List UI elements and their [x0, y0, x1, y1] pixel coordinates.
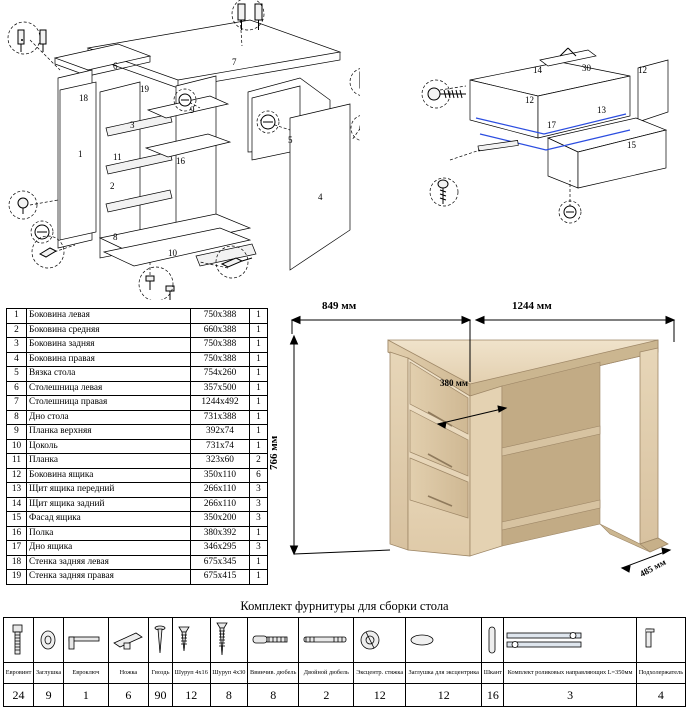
- callout-11: 11: [113, 152, 122, 162]
- part-size: 754x260: [191, 367, 250, 382]
- table-row: [7, 396, 268, 411]
- table-row: [7, 555, 268, 570]
- part-index: 15: [7, 512, 27, 527]
- dim-380: 380 мм: [440, 378, 469, 388]
- part-qty: 3: [250, 483, 268, 498]
- part-size: 323x60: [191, 454, 250, 469]
- screw-4x16-icon: [172, 618, 210, 663]
- part-name: Столешница левая: [27, 381, 191, 396]
- fitting-name: Евроключ: [64, 663, 109, 684]
- callout-7: 7: [232, 57, 237, 67]
- screw-4x30-icon: [210, 618, 248, 663]
- part-qty: 3: [250, 497, 268, 512]
- fittings-table: [3, 617, 686, 707]
- part-size: 266x110: [191, 483, 250, 498]
- part-name: Планка: [27, 454, 191, 469]
- drawer-slide-icon: [504, 618, 637, 663]
- leg-icon: [108, 618, 148, 663]
- part-index: 14: [7, 497, 27, 512]
- fitting-name: Подхолержатель: [636, 663, 685, 684]
- part-size: 675x345: [191, 555, 250, 570]
- part-size: 731x388: [191, 410, 250, 425]
- part-qty: 1: [250, 526, 268, 541]
- part-name: Планка верхняя: [27, 425, 191, 440]
- part-index: 5: [7, 367, 27, 382]
- fitting-name: Комплект роликовых направляющих L=350мм: [504, 663, 637, 684]
- part-qty: 1: [250, 367, 268, 382]
- table-row: [7, 410, 268, 425]
- part-index: 10: [7, 439, 27, 454]
- part-index: 2: [7, 323, 27, 338]
- dim-849: 849 мм: [322, 300, 357, 312]
- fitting-qty: 16: [482, 684, 504, 707]
- part-name: Стенка задняя левая: [27, 555, 191, 570]
- table-row: [7, 352, 268, 367]
- fitting-qty: 1: [64, 684, 109, 707]
- fitting-name: Ножка: [108, 663, 148, 684]
- part-index: 3: [7, 338, 27, 353]
- callout-6: 6: [113, 61, 118, 71]
- table-row: [7, 570, 268, 585]
- part-index: 11: [7, 454, 27, 469]
- table-row: [7, 367, 268, 382]
- cam-lock-icon: [354, 618, 406, 663]
- part-qty: 1: [250, 323, 268, 338]
- callout-8: 8: [113, 232, 118, 242]
- callout-30: 30: [582, 63, 591, 73]
- part-name: Боковина средняя: [27, 323, 191, 338]
- callout-13: 13: [597, 105, 606, 115]
- part-size: 380x392: [191, 526, 250, 541]
- fitting-name: Евровинт: [4, 663, 34, 684]
- part-size: 266x110: [191, 497, 250, 512]
- part-size: 660x388: [191, 323, 250, 338]
- part-qty: 1: [250, 555, 268, 570]
- part-name: Фасад ящика: [27, 512, 191, 527]
- callout-15: 15: [627, 140, 636, 150]
- cam-cap-icon: [406, 618, 482, 663]
- callout-5: 5: [288, 135, 293, 145]
- table-row: [7, 309, 268, 324]
- part-size: 346x295: [191, 541, 250, 556]
- fitting-name: Шуруп 4х16: [172, 663, 210, 684]
- table-row: [7, 512, 268, 527]
- fitting-name: Двойной дюбель: [299, 663, 354, 684]
- part-size: 350x200: [191, 512, 250, 527]
- part-qty: 1: [250, 396, 268, 411]
- exploded-view-drawer: [420, 30, 680, 240]
- callout-9: 9: [190, 105, 195, 115]
- parts-table: [6, 308, 268, 585]
- part-index: 8: [7, 410, 27, 425]
- part-qty: 1: [250, 309, 268, 324]
- table-row: [7, 454, 268, 469]
- nail-icon: [149, 618, 173, 663]
- part-qty: 1: [250, 338, 268, 353]
- part-index: 17: [7, 541, 27, 556]
- callout-16: 16: [176, 156, 185, 166]
- part-size: 392x74: [191, 425, 250, 440]
- part-index: 1: [7, 309, 27, 324]
- part-qty: 1: [250, 439, 268, 454]
- fitting-qty: 3: [504, 684, 637, 707]
- part-name: Боковина задняя: [27, 338, 191, 353]
- part-qty: 1: [250, 352, 268, 367]
- fitting-name: Заглушка: [34, 663, 64, 684]
- part-index: 4: [7, 352, 27, 367]
- callout-18: 18: [79, 93, 88, 103]
- part-name: Полка: [27, 526, 191, 541]
- table-row: [7, 497, 268, 512]
- callout-2: 2: [110, 181, 115, 191]
- fitting-name: Шуруп 4х30: [210, 663, 248, 684]
- table-row: [7, 483, 268, 498]
- callout-1: 1: [78, 149, 83, 159]
- shelf-support-icon: [636, 618, 685, 663]
- dim-766: 766 мм: [268, 435, 280, 470]
- finished-desk-view: [270, 300, 685, 590]
- part-name: Щит ящика задний: [27, 497, 191, 512]
- screw-in-dowel-icon: [248, 618, 299, 663]
- table-row: [7, 541, 268, 556]
- part-qty: 1: [250, 381, 268, 396]
- part-size: 750x388: [191, 309, 250, 324]
- part-size: 1244x492: [191, 396, 250, 411]
- part-index: 18: [7, 555, 27, 570]
- fitting-name: Эксцентр. стяжка: [354, 663, 406, 684]
- part-index: 12: [7, 468, 27, 483]
- part-name: Боковина ящика: [27, 468, 191, 483]
- fitting-name: Ввинчив. дюбель: [248, 663, 299, 684]
- part-qty: 6: [250, 468, 268, 483]
- part-name: Боковина правая: [27, 352, 191, 367]
- dim-485: 485 мм: [638, 556, 668, 579]
- part-name: Боковина левая: [27, 309, 191, 324]
- callout-10: 10: [168, 248, 177, 258]
- callout-12a: 12: [525, 95, 534, 105]
- fitting-qty: 2: [299, 684, 354, 707]
- fitting-qty: 9: [34, 684, 64, 707]
- part-name: Цоколь: [27, 439, 191, 454]
- table-row: [7, 439, 268, 454]
- euro-key-icon: [64, 618, 109, 663]
- part-size: 675x415: [191, 570, 250, 585]
- table-row: [7, 526, 268, 541]
- part-size: 750x388: [191, 352, 250, 367]
- part-qty: 1: [250, 410, 268, 425]
- callout-17: 17: [547, 120, 556, 130]
- part-name: Стенка задняя правая: [27, 570, 191, 585]
- callout-3: 3: [130, 120, 135, 130]
- part-qty: 1: [250, 570, 268, 585]
- fitting-qty: 8: [248, 684, 299, 707]
- fittings-title: Комплект фурнитуры для сборки стола: [240, 599, 449, 613]
- table-row: [7, 381, 268, 396]
- part-index: 16: [7, 526, 27, 541]
- part-name: Дно стола: [27, 410, 191, 425]
- euro-screw-icon: [4, 618, 34, 663]
- part-size: 350x110: [191, 468, 250, 483]
- exploded-view-left: [0, 0, 360, 300]
- part-index: 19: [7, 570, 27, 585]
- table-row: [7, 338, 268, 353]
- part-qty: 3: [250, 512, 268, 527]
- fitting-qty: 6: [108, 684, 148, 707]
- callout-4: 4: [318, 192, 323, 202]
- part-size: 357x500: [191, 381, 250, 396]
- dowel-icon: [482, 618, 504, 663]
- part-name: Щит ящика передний: [27, 483, 191, 498]
- fitting-qty: 90: [149, 684, 173, 707]
- part-name: Дно ящика: [27, 541, 191, 556]
- double-dowel-icon: [299, 618, 354, 663]
- part-index: 13: [7, 483, 27, 498]
- callout-19: 19: [140, 84, 149, 94]
- part-size: 731x74: [191, 439, 250, 454]
- fitting-qty: 12: [354, 684, 406, 707]
- fitting-name: Гвоздь: [149, 663, 173, 684]
- fitting-qty: 12: [406, 684, 482, 707]
- fitting-name: Заглушка для эксцентрика: [406, 663, 482, 684]
- part-index: 7: [7, 396, 27, 411]
- callout-12b: 12: [638, 65, 647, 75]
- fitting-qty: 12: [172, 684, 210, 707]
- part-name: Столешница правая: [27, 396, 191, 411]
- part-index: 6: [7, 381, 27, 396]
- fitting-name: Шкант: [482, 663, 504, 684]
- part-name: Вязка стола: [27, 367, 191, 382]
- part-size: 750x388: [191, 338, 250, 353]
- part-qty: 2: [250, 454, 268, 469]
- dim-1244: 1244 мм: [512, 300, 552, 312]
- part-qty: 3: [250, 541, 268, 556]
- table-row: [7, 468, 268, 483]
- table-row: [7, 323, 268, 338]
- part-qty: 1: [250, 425, 268, 440]
- fitting-qty: 24: [4, 684, 34, 707]
- fitting-qty: 8: [210, 684, 248, 707]
- table-row: [7, 425, 268, 440]
- fitting-qty: 4: [636, 684, 685, 707]
- callout-14: 14: [533, 65, 542, 75]
- part-index: 9: [7, 425, 27, 440]
- cap-icon: [34, 618, 64, 663]
